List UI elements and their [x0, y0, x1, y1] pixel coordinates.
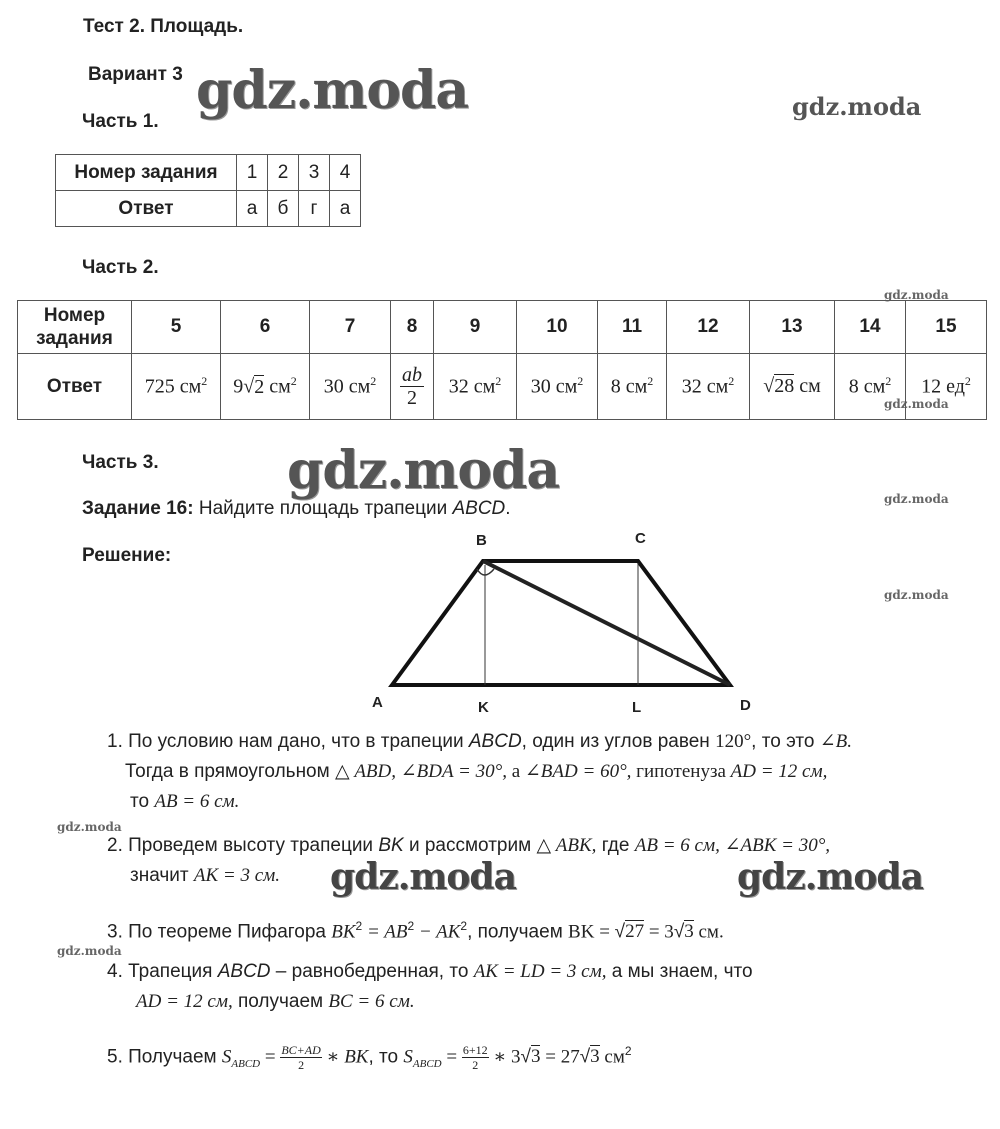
answer-cell: б: [268, 191, 299, 227]
part1-label: Часть 1.: [82, 111, 159, 132]
watermark-logo: gdz.moda: [884, 588, 949, 602]
vertex-label-d: D: [740, 697, 751, 714]
row-header: Номер задания: [18, 301, 132, 354]
answer-cell: 8 $см^2$: [835, 354, 906, 420]
answer-cell: [391, 354, 434, 420]
watermark-logo: gdz.moda: [196, 60, 469, 121]
solution-step-2-line-2: значит AK = 3 см.: [130, 865, 281, 886]
answer-cell: 12 $ед^2$: [906, 354, 987, 420]
watermark-logo: gdz.moda: [792, 92, 922, 121]
fraction: $\frac{6+12}{2}$: [462, 1042, 488, 1072]
task-number-cell: 15: [906, 301, 987, 354]
answer-cell: 8 $см^2$: [598, 354, 667, 420]
watermark-logo: gdz.moda: [737, 856, 923, 898]
part2-answer-table: [17, 300, 987, 420]
answer-cell: 30 $см^2$: [517, 354, 598, 420]
part1-answer-table: [55, 154, 361, 227]
fraction: $\frac{ab}{2}$: [402, 364, 422, 409]
task-16-statement: Задание 16: Найдите площадь трапеции ABCD.: [82, 498, 511, 519]
row-header: Ответ: [18, 354, 132, 420]
sqrt-sign: √: [673, 921, 685, 943]
row-header: Ответ: [56, 191, 237, 227]
watermark-logo: gdz.moda: [330, 856, 516, 898]
task-number-cell: 5: [132, 301, 221, 354]
answer-cell: 30 $см^2$: [310, 354, 391, 420]
table-row: [18, 301, 987, 354]
fraction: $\frac{BC+AD}{2}$: [281, 1042, 321, 1072]
answer-cell: 725 $см^2$: [132, 354, 221, 420]
task-number-cell: 14: [835, 301, 906, 354]
task-number-cell: 2: [268, 155, 299, 191]
task-number-cell: 9: [434, 301, 517, 354]
part3-label: Часть 3.: [82, 452, 159, 473]
task-number-cell: 1: [237, 155, 268, 191]
solution-step-3: 3. По теореме Пифагора $BK^2 = AB^2 - AK^2$, получаем BK = √27 = 3√3 см.: [107, 919, 724, 943]
sqrt-sign: √: [614, 921, 626, 943]
sqrt-sign: √: [579, 1046, 591, 1068]
task-number-cell: 10: [517, 301, 598, 354]
trapezoid-outline: [392, 561, 730, 685]
watermark-logo: gdz.moda: [57, 820, 122, 834]
vertex-label-a: A: [372, 694, 383, 711]
point-label-l: L: [632, 699, 642, 716]
part2-label: Часть 2.: [82, 257, 159, 278]
point-label-k: K: [478, 699, 489, 716]
vertex-label-b: B: [476, 532, 487, 549]
solution-step-5: 5. Получаем $S_{ABCD}$ = $\frac{BC+AD}{2}$ ∗ BK, то $S_{ABCD}$ = $\frac{6+12}{2}$ ∗ 3√3 = 27√3 $см^2$: [107, 1042, 632, 1072]
solution-step-1: 1. По условию нам дано, что в трапеции ABCD, один из углов равен 120°, то это ∠B.: [107, 731, 852, 752]
solution-step-4: 4. Трапеция ABCD – равнобедренная, то AK = LD = 3 см, а мы знаем, что: [107, 961, 753, 982]
solution-step-2: 2. Проведем высоту трапеции BK и рассмотрим △ ABK, где AB = 6 см, ∠ABK = 30°,: [107, 835, 831, 856]
trapezoid-figure: [360, 525, 760, 725]
answer-cell: а: [237, 191, 268, 227]
table-row: [56, 191, 361, 227]
task-number-cell: 8: [391, 301, 434, 354]
task-number-cell: 6: [221, 301, 310, 354]
answer-cell: г: [299, 191, 330, 227]
answer-cell: √28 см: [750, 354, 835, 420]
solution-label: Решение:: [82, 545, 172, 566]
task-number-cell: 7: [310, 301, 391, 354]
solution-step-1-line-3: то AB = 6 см.: [130, 791, 240, 812]
page-title: Тест 2. Площадь.: [83, 16, 244, 37]
watermark-logo: gdz.moda: [884, 492, 949, 506]
table-row: [56, 155, 361, 191]
row-header: Номер задания: [56, 155, 237, 191]
variant-label: Вариант 3: [88, 64, 183, 85]
task-number-cell: 3: [299, 155, 330, 191]
answer-cell: 32 $см^2$: [667, 354, 750, 420]
task-number-cell: 12: [667, 301, 750, 354]
answer-cell: 9√2 $см^2$: [221, 354, 310, 420]
answer-cell: 32 $см^2$: [434, 354, 517, 420]
sqrt-sign: √: [243, 375, 255, 398]
task-number-cell: 4: [330, 155, 361, 191]
solution-step-1-line-2: Тогда в прямоугольном △ ABD, ∠BDA = 30°, а ∠BAD = 60°, гипотенуза AD = 12 см,: [125, 761, 828, 782]
sqrt-sign: √: [520, 1046, 531, 1068]
task-number-cell: 13: [750, 301, 835, 354]
watermark-logo: gdz.moda: [287, 440, 560, 501]
watermark-logo: gdz.moda: [884, 397, 949, 411]
vertex-label-c: C: [635, 530, 646, 547]
watermark-logo: gdz.moda: [57, 944, 122, 958]
solution-step-4-line-2: AD = 12 см, получаем BC = 6 см.: [136, 991, 415, 1012]
watermark-logo: gdz.moda: [884, 288, 949, 302]
task-number-cell: 11: [598, 301, 667, 354]
answer-cell: а: [330, 191, 361, 227]
diagonal-bd: [483, 561, 730, 685]
table-row: [18, 354, 987, 420]
sqrt-sign: √: [763, 375, 775, 397]
